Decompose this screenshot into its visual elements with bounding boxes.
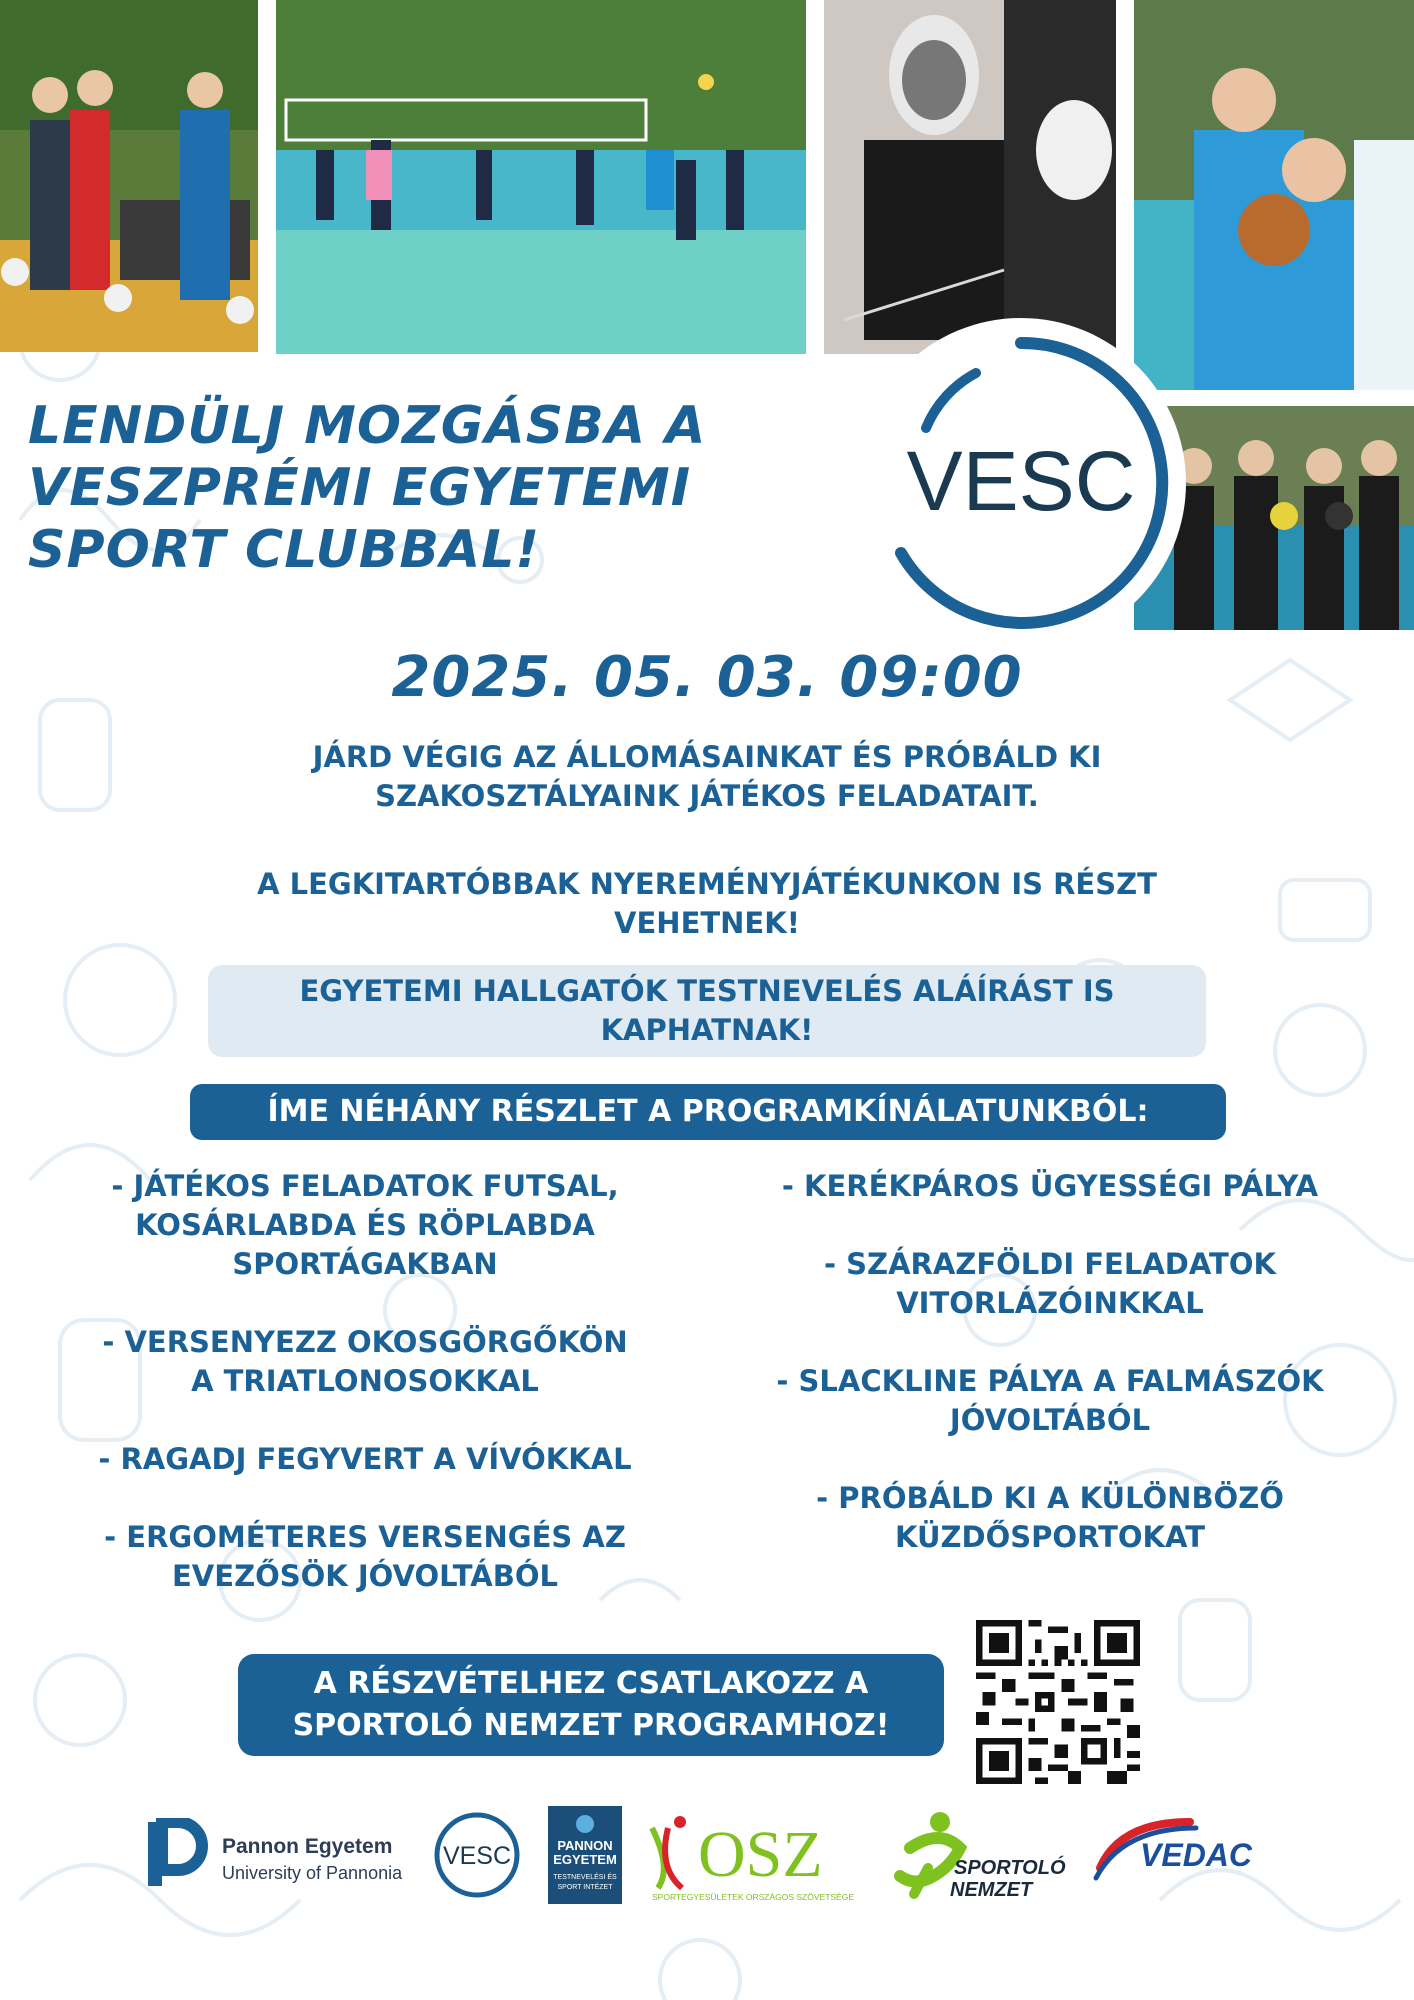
program-item-line: - VERSENYEZZ OKOSGÖRGŐKÖN	[102, 1325, 628, 1359]
program-item-line: KÜZDŐSPORTOKAT	[895, 1520, 1205, 1554]
signature-note-line-1: EGYETEMI HALLGATÓK TESTNEVELÉS ALÁÍRÁST IS	[299, 974, 1115, 1008]
photo-volleyball-court	[276, 0, 806, 354]
pannon-sport-institute-logo	[548, 1806, 622, 1904]
sosz-logo-subtitle: SPORTEGYESÜLETEK ORSZÁGOS SZÖVETSÉGE	[652, 1892, 855, 1902]
vedac-logo	[1090, 1816, 1274, 1898]
program-list-left	[60, 1167, 670, 1596]
sportolo-nemzet-line-1: SPORTOLÓ	[954, 1857, 1066, 1879]
pannon-egyetem-subtitle: University of Pannonia	[222, 1863, 403, 1883]
pannon-sport-line-2: EGYETEM	[553, 1852, 617, 1867]
program-item-line: JÓVOLTÁBÓL	[949, 1403, 1151, 1437]
program-heading: ÍME NÉHÁNY RÉSZLET A PROGRAMKÍNÁLATUNKBÓL:	[267, 1094, 1149, 1129]
qr-code[interactable]	[976, 1620, 1140, 1784]
program-item-line: VITORLÁZÓINKKAL	[896, 1286, 1204, 1320]
vesc-small-logo-text: VESC	[442, 1842, 512, 1870]
vesc-logo	[856, 318, 1186, 648]
sosz-logo-text: OSZ	[698, 1818, 823, 1891]
program-item-line: KOSÁRLABDA ÉS RÖPLABDA	[135, 1208, 595, 1242]
program-item-line: - KERÉKPÁROS ÜGYESSÉGI PÁLYA	[781, 1169, 1319, 1203]
headline	[28, 395, 868, 581]
vesc-logo-text: VESC	[906, 434, 1136, 528]
program-item-line: SPORTÁGAKBAN	[232, 1247, 498, 1281]
photo-futsal-station	[0, 0, 258, 352]
sportolo-nemzet-logo	[890, 1808, 1070, 1904]
intro-line-1: JÁRD VÉGIG AZ ÁLLOMÁSAINKAT ÉS PRÓBÁLD KI	[312, 740, 1102, 774]
program-item	[60, 1167, 670, 1284]
vedac-logo-text: VEDAC	[1140, 1837, 1253, 1873]
photo-fencing	[824, 0, 1116, 354]
program-item-line: - PRÓBÁLD KI A KÜLÖNBÖZŐ	[816, 1481, 1284, 1515]
cta-line-1: A RÉSZVÉTELHEZ CSATLAKOZZ A	[313, 1666, 869, 1701]
headline-line-3: SPORT CLUBBAL!	[28, 520, 541, 580]
headline-line-2: VESZPRÉMI EGYETEMI	[28, 458, 692, 518]
cta-text	[238, 1654, 944, 1756]
pannon-egyetem-logo-icon	[142, 1818, 214, 1890]
program-item-line: - SZÁRAZFÖLDI FELADATOK	[824, 1247, 1276, 1281]
program-item-line: - ERGOMÉTERES VERSENGÉS AZ	[104, 1520, 626, 1554]
pannon-sport-line-1: PANNON	[557, 1838, 613, 1853]
sosz-logo	[640, 1808, 870, 1904]
signature-note-line-2: KAPHATNAK!	[600, 1013, 814, 1047]
headline-line-1: LENDÜLJ MOZGÁSBA A	[28, 396, 707, 456]
program-item-line: - SLACKLINE PÁLYA A FALMÁSZÓK	[776, 1364, 1324, 1398]
prize-line-2: VEHETNEK!	[614, 906, 800, 940]
cta-line-2: SPORTOLÓ NEMZET PROGRAMHOZ!	[292, 1708, 890, 1743]
vesc-small-logo	[432, 1810, 522, 1900]
program-item	[720, 1479, 1380, 1557]
program-item-line: - JÁTÉKOS FELADATOK FUTSAL,	[111, 1169, 619, 1203]
program-item	[720, 1362, 1380, 1440]
program-item	[60, 1518, 670, 1596]
program-item	[60, 1440, 670, 1479]
program-item-line: EVEZŐSÖK JÓVOLTÁBÓL	[172, 1559, 558, 1593]
event-date: 2025. 05. 03. 09:00	[391, 645, 1023, 710]
signature-note-text	[0, 972, 1414, 1050]
program-item	[60, 1323, 670, 1401]
prize-line-1: A LEGKITARTÓBBAK NYEREMÉNYJÁTÉKUNKON IS RÉSZT	[257, 867, 1157, 901]
program-item	[720, 1167, 1380, 1206]
intro-line-2: SZAKOSZTÁLYAINK JÁTÉKOS FELADATAIT.	[375, 779, 1039, 813]
sportolo-nemzet-line-2: NEMZET	[950, 1879, 1033, 1901]
pannon-sport-line-3: TESTNEVELÉSI ÉS	[553, 1874, 617, 1881]
prize-text	[0, 865, 1414, 943]
program-item	[720, 1245, 1380, 1323]
program-item-line: - RAGADJ FEGYVERT A VÍVÓKKAL	[98, 1442, 632, 1476]
pannon-egyetem-name: Pannon Egyetem	[222, 1835, 393, 1858]
program-item-line: A TRIATLONOSOKKAL	[191, 1364, 539, 1398]
pannon-sport-line-4: SPORT INTÉZET	[557, 1884, 613, 1891]
program-list-right	[720, 1167, 1380, 1557]
intro-text	[0, 738, 1414, 816]
